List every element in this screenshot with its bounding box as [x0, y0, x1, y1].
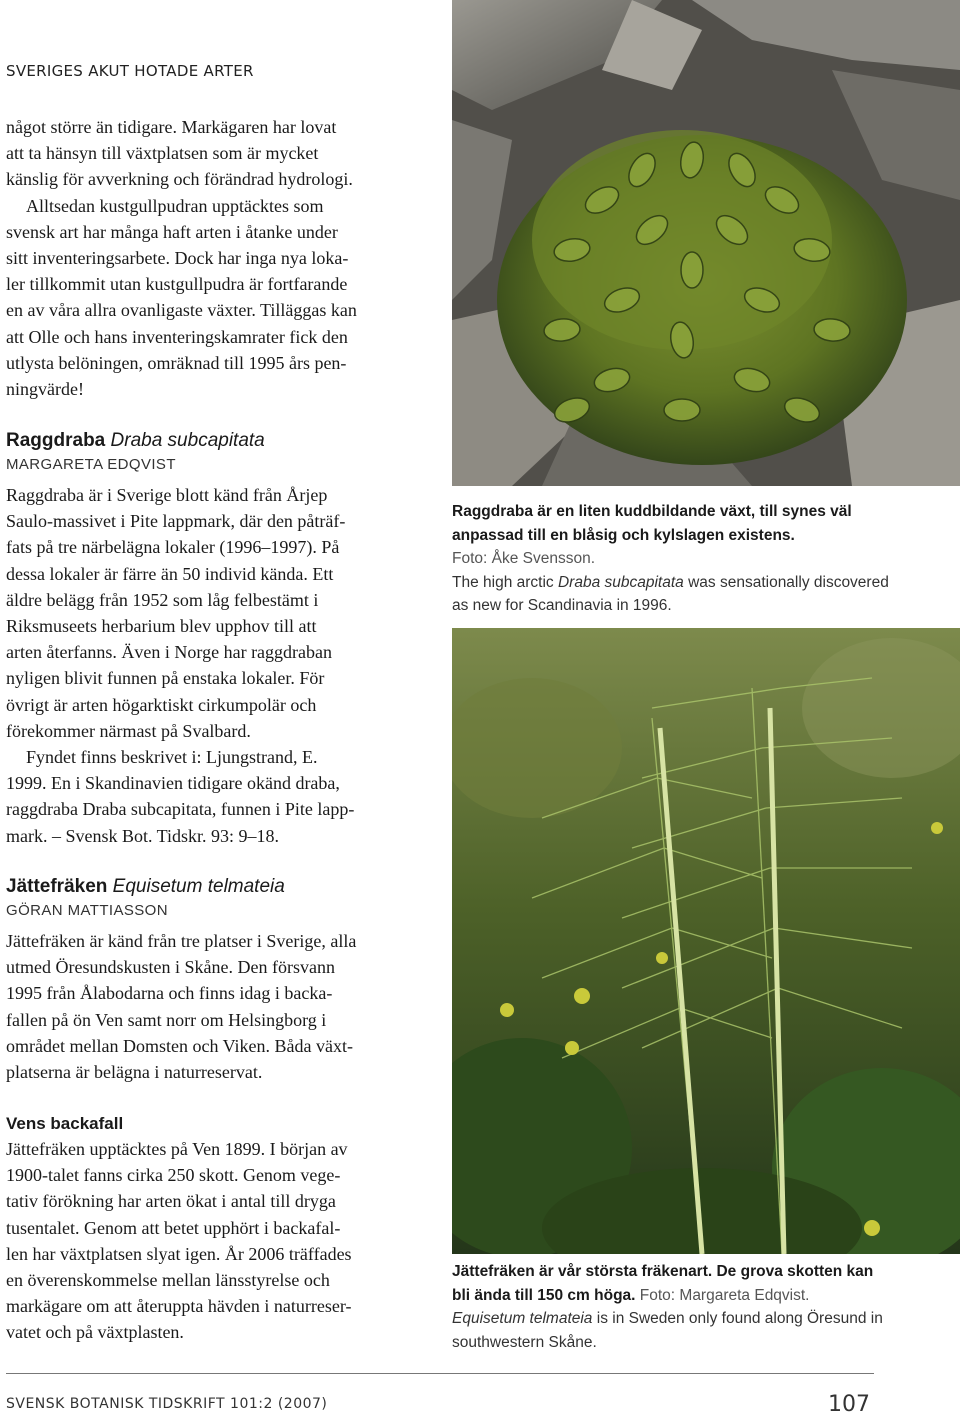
running-head: SVERIGES AKUT HOTADE ARTER	[6, 62, 254, 80]
caption-swedish: Raggdraba är en liten kuddbildande växt, till synes väl anpassad till en blåsig och kylslagen existens.	[452, 503, 852, 544]
reference-line: Fyndet finns beskrivet i: Ljungstrand, E.	[26, 747, 318, 768]
body-line: nyligen blivit funnen på enstaka lokaler. För	[6, 668, 325, 689]
body-line: 1995 från Ålabodarna och finns idag i backa-	[6, 983, 333, 1004]
intro-line: att ta hänsyn till växtplatsen som är mycket	[6, 143, 319, 164]
intro-line: svensk art har många haft arten i åtanke under	[6, 221, 338, 242]
intro-paragraph	[6, 114, 426, 402]
body-line: 1900-talet fanns cirka 250 skott. Genom vege-	[6, 1165, 341, 1186]
body-line: förekommer närmast på Svalbard.	[6, 720, 251, 741]
section-heading	[6, 874, 426, 900]
intro-line: känslig för avverkning och förändrad hydrologi.	[6, 169, 353, 190]
body-line: platserna är belägna i naturreservat.	[6, 1062, 263, 1083]
body-line: Riksmuseets herbarium blev upphov till att	[6, 616, 317, 637]
section-author: GÖRAN MATTIASSON	[6, 902, 168, 919]
section-author: MARGARETA EDQVIST	[6, 456, 176, 473]
body-line: området mellan Domsten och Viken. Båda växt-	[6, 1035, 353, 1056]
intro-line: att Olle och hans inventeringskamrater fick den	[6, 326, 348, 347]
common-name: Jättefräken	[6, 876, 108, 897]
section-body	[6, 482, 426, 849]
body-line: äldre belägg från 1952 som låg felbestämt i	[6, 589, 319, 610]
draba-photo-image	[452, 0, 960, 486]
equisetum-caption	[452, 1260, 892, 1354]
footer-rule	[6, 1373, 874, 1374]
page-number: 107	[828, 1392, 870, 1417]
intro-line: sitt inventeringsarbete. Dock har inga nya loka-	[6, 248, 349, 269]
caption-english-prefix: The high arctic	[452, 573, 558, 591]
subsection-heading: Vens backafall	[6, 1114, 124, 1133]
intro-line: något större än tidigare. Markägaren har lovat	[6, 117, 337, 137]
intro-line: Alltsedan kustgullpudran upptäcktes som	[26, 195, 324, 216]
intro-line: en av våra allra ovanligaste växter. Tilläggas kan	[6, 300, 357, 321]
draba-caption	[452, 500, 892, 618]
caption-english-suffix: is in Sweden only found along Öresund in southwestern Skåne.	[452, 1310, 883, 1351]
subsection-ven	[6, 1112, 426, 1346]
body-line: Raggdraba är i Sverige blott känd från Årjep	[6, 485, 328, 505]
latin-name: Equisetum telmateia	[112, 876, 285, 897]
caption-english-suffix: was sensationally discovered as new for Scandinavia in 1996.	[452, 573, 889, 614]
body-line: arten återfanns. Även i Norge har raggdraban	[6, 642, 333, 663]
caption-credit: Foto: Åke Svensson.	[452, 550, 596, 567]
body-line: tusentalet. Genom att betet upphört i backafal-	[6, 1217, 341, 1238]
body-line: en överenskommelse mellan länsstyrelse och	[6, 1270, 330, 1291]
reference-line: 1999. En i Skandinavien tidigare okänd draba,	[6, 773, 340, 794]
body-line: markägare om att återuppta hävden i naturreser-	[6, 1296, 352, 1317]
body-line: dessa lokaler är färre än 50 individ kända. Ett	[6, 563, 334, 584]
body-line: fats på tre närbelägna lokaler (1996–1997). På	[6, 537, 340, 558]
latin-name: Draba subcapitata	[110, 430, 265, 451]
equisetum-photo-image	[452, 628, 960, 1254]
equisetum-photo	[452, 628, 960, 1254]
draba-photo	[452, 0, 960, 486]
body-line: övrigt är arten högarktiskt cirkumpolär och	[6, 694, 317, 715]
draba-section	[6, 428, 426, 849]
body-line: Jättefräken är känd från tre platser i Sverige, alla	[6, 931, 357, 951]
caption-english-latin: Draba subcapitata	[557, 573, 684, 591]
subsection-body	[6, 1136, 426, 1346]
section-heading	[6, 428, 426, 454]
body-line: Jättefräken upptäcktes på Ven 1899. I början av	[6, 1139, 348, 1159]
body-line: fallen på ön Ven samt norr om Helsingborg i	[6, 1009, 327, 1030]
body-line: vatet och på växtplasten.	[6, 1322, 184, 1343]
caption-english-latin: Equisetum telmateia	[452, 1310, 593, 1327]
section-body	[6, 928, 426, 1085]
body-line: len har växtplatsen slyat igen. År 2006 träffades	[6, 1243, 352, 1264]
footer-journal: SVENSK BOTANISK TIDSKRIFT 101:2 (2007)	[6, 1396, 328, 1412]
reference-line: raggdraba Draba subcapitata, funnen i Pite lapp-	[6, 799, 355, 820]
reference-line: mark. – Svensk Bot. Tidskr. 93: 9–18.	[6, 825, 280, 846]
intro-line: ningvärde!	[6, 379, 84, 400]
caption-swedish: Jättefräken är vår största fräkenart. De grova skotten kan bli ända till 150 cm höga.	[452, 1263, 874, 1304]
body-line: tativ förökning har arten ökat i antal till dryga	[6, 1191, 336, 1212]
caption-credit: Foto: Margareta Edqvist.	[635, 1286, 810, 1304]
body-line: utmed Öresundskusten i Skåne. Den försvann	[6, 957, 335, 978]
body-line: Saulo-massivet i Pite lappmark, där den påträf-	[6, 511, 346, 532]
intro-line: ler tillkommit utan kustgullpudra är fortfarande	[6, 274, 348, 295]
equisetum-section	[6, 874, 426, 1085]
intro-line: utlysta belöningen, omräknad till 1995 års pen-	[6, 352, 347, 373]
common-name: Raggdraba	[6, 430, 106, 451]
